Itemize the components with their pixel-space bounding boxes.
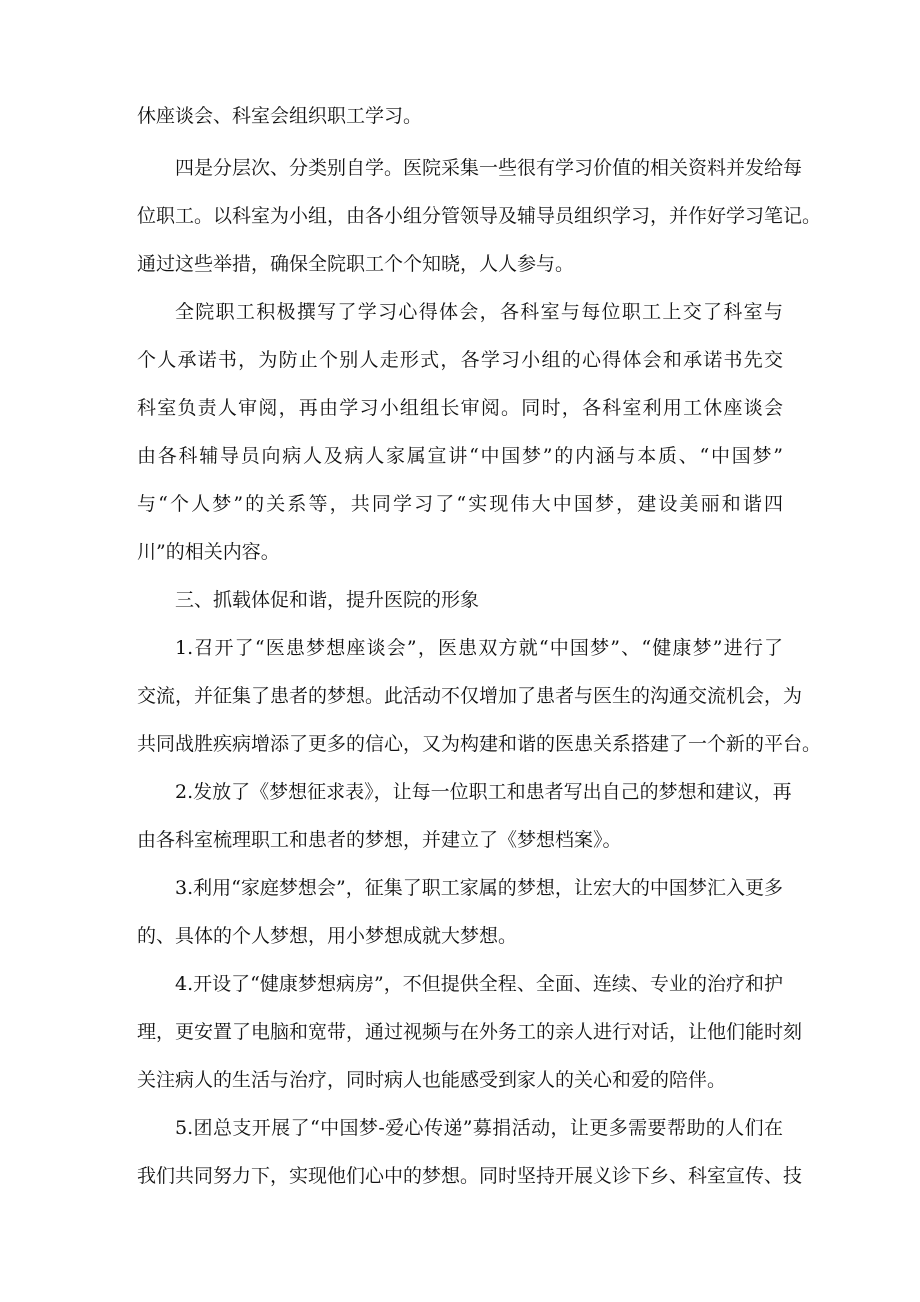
text-line: 休座谈会、科室会组织职工学习。 [137,105,423,127]
text-line: 理，更安置了电脑和宽带，通过视频与在外务工的亲人进行对话，让他们能时刻 [137,1021,803,1043]
text-line: 关注病人的生活与治疗，同时病人也能感受到家人的关心和爱的陪伴。 [137,1069,727,1091]
text-line: 由各科辅导员向病人及病人家属宣讲“中国梦”的内涵与本质、“中国梦” [137,445,783,467]
text-line: 我们共同努力下，实现他们心中的梦想。同时坚持开展义诊下乡、科室宣传、技 [137,1165,803,1187]
text-line: 5.团总支开展了“中国梦-爱心传递”募捐活动，让更多需要帮助的人们在 [175,1117,783,1139]
text-line: 个人承诺书，为防止个别人走形式，各学习小组的心得体会和承诺书先交 [137,349,783,371]
text-line: 全院职工积极撰写了学习心得体会，各科室与每位职工上交了科室与 [175,301,783,323]
text-line: 交流，并征集了患者的梦想。此活动不仅增加了患者与医生的沟通交流机会，为 [137,685,803,707]
text-line: 科室负责人审阅，再由学习小组组长审阅。同时，各科室利用工休座谈会 [137,397,783,419]
text-line: 1.召开了“医患梦想座谈会”，医患双方就“中国梦”、“健康梦”进行了 [175,637,783,659]
text-line: 位职工。以科室为小组，由各小组分管领导及辅导员组织学习，并作好学习笔记。 [137,205,822,227]
text-line: 4.开设了“健康梦想病房”，不但提供全程、全面、连续、专业的治疗和护 [175,973,783,995]
text-line: 3.利用“家庭梦想会”，征集了职工家属的梦想，让宏大的中国梦汇入更多 [175,877,783,899]
text-line: 与“个人梦”的关系等，共同学习了“实现伟大中国梦，建设美丽和谐四 [137,493,783,515]
text-line: 通过这些举措，确保全院职工个个知晓，人人参与。 [137,253,575,275]
section-heading: 三、抓载体促和谐，提升医院的形象 [175,589,480,611]
text-line: 四是分层次、分类别自学。医院采集一些很有学习价值的相关资料并发给每 [175,157,803,179]
text-line: 川”的相关内容。 [137,541,280,563]
text-line: 由各科室梳理职工和患者的梦想，并建立了《梦想档案》。 [137,829,622,851]
text-line: 共同战胜疾病增添了更多的信心，又为构建和谐的医患关系搭建了一个新的平台。 [137,733,822,755]
text-line: 的、具体的个人梦想，用小梦想成就大梦想。 [137,925,518,947]
text-line: 2.发放了《梦想征求表》，让每一位职工和患者写出自己的梦想和建议，再 [175,781,792,803]
